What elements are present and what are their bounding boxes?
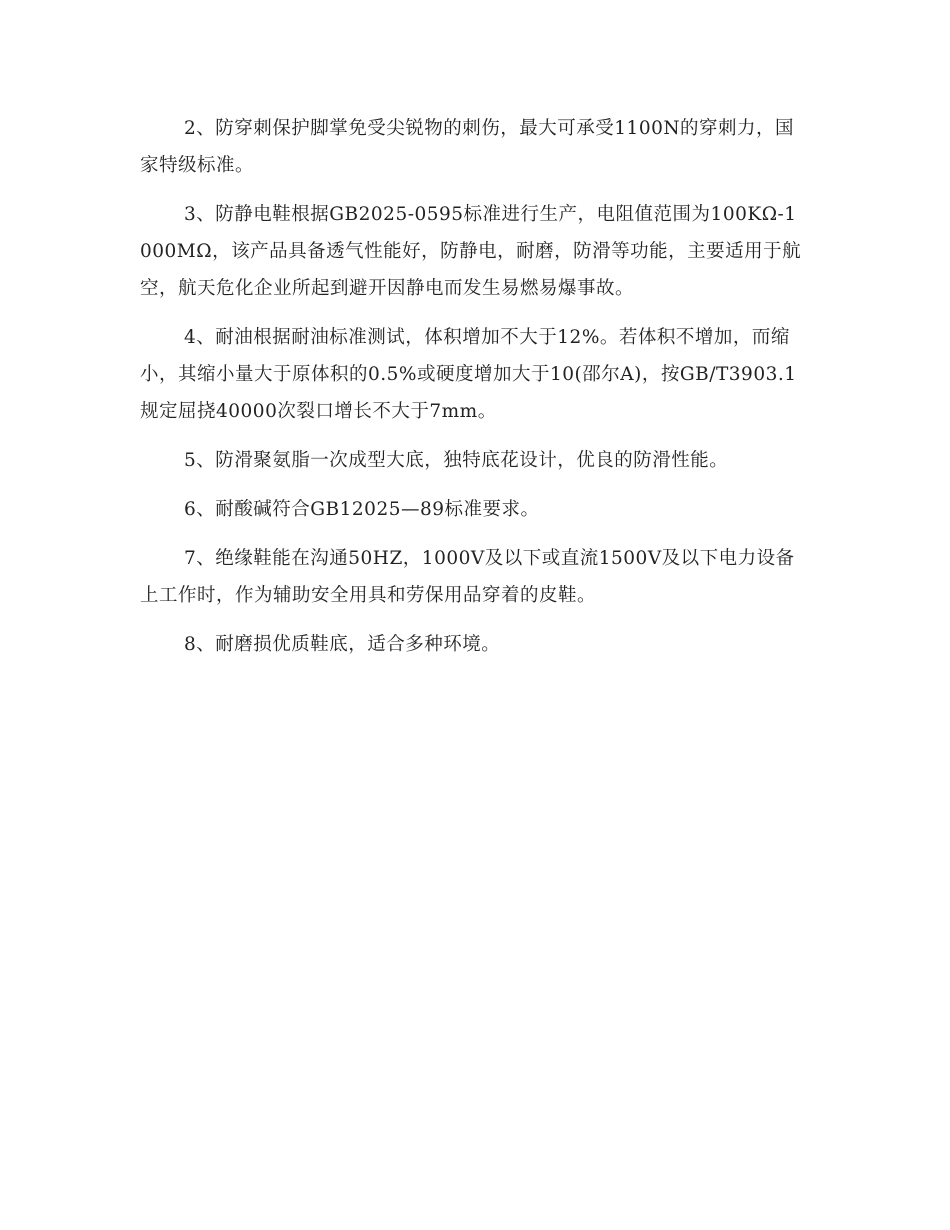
paragraph-item-7: 7、绝缘鞋能在沟通50HZ，1000V及以下或直流1500V及以下电力设备上工作时，作为辅助安全用具和劳保用品穿着的皮鞋。 bbox=[140, 548, 795, 606]
paragraph-item-5: 5、防滑聚氨脂一次成型大底，独特底花设计，优良的防滑性能。 bbox=[184, 450, 729, 471]
paragraph-item-6: 6、耐酸碱符合GB12025—89标准要求。 bbox=[184, 499, 540, 520]
paragraph-item-4: 4、耐油根据耐油标准测试，体积增加不大于12%。若体积不增加，而缩小，其缩小量大于原体积的0.5%或硬度增加大于10(邵尔A)，按GB/T3903.1规定屈挠40000次裂口增长不大于7mm。 bbox=[140, 327, 797, 422]
document-body bbox=[140, 110, 805, 675]
paragraph-item-3: 3、防静电鞋根据GB2025-0595标准进行生产，电阻值范围为100KΩ-1000MΩ，该产品具备透气性能好，防静电，耐磨，防滑等功能，主要适用于航空，航天危化企业所起到避开因静电而发生易燃易爆事故。 bbox=[140, 204, 802, 299]
paragraph-item-8: 8、耐磨损优质鞋底，适合多种环境。 bbox=[184, 634, 501, 655]
paragraph-item-2: 2、防穿刺保护脚掌免受尖锐物的刺伤，最大可承受1100N的穿刺力，国家特级标准。 bbox=[140, 118, 795, 176]
